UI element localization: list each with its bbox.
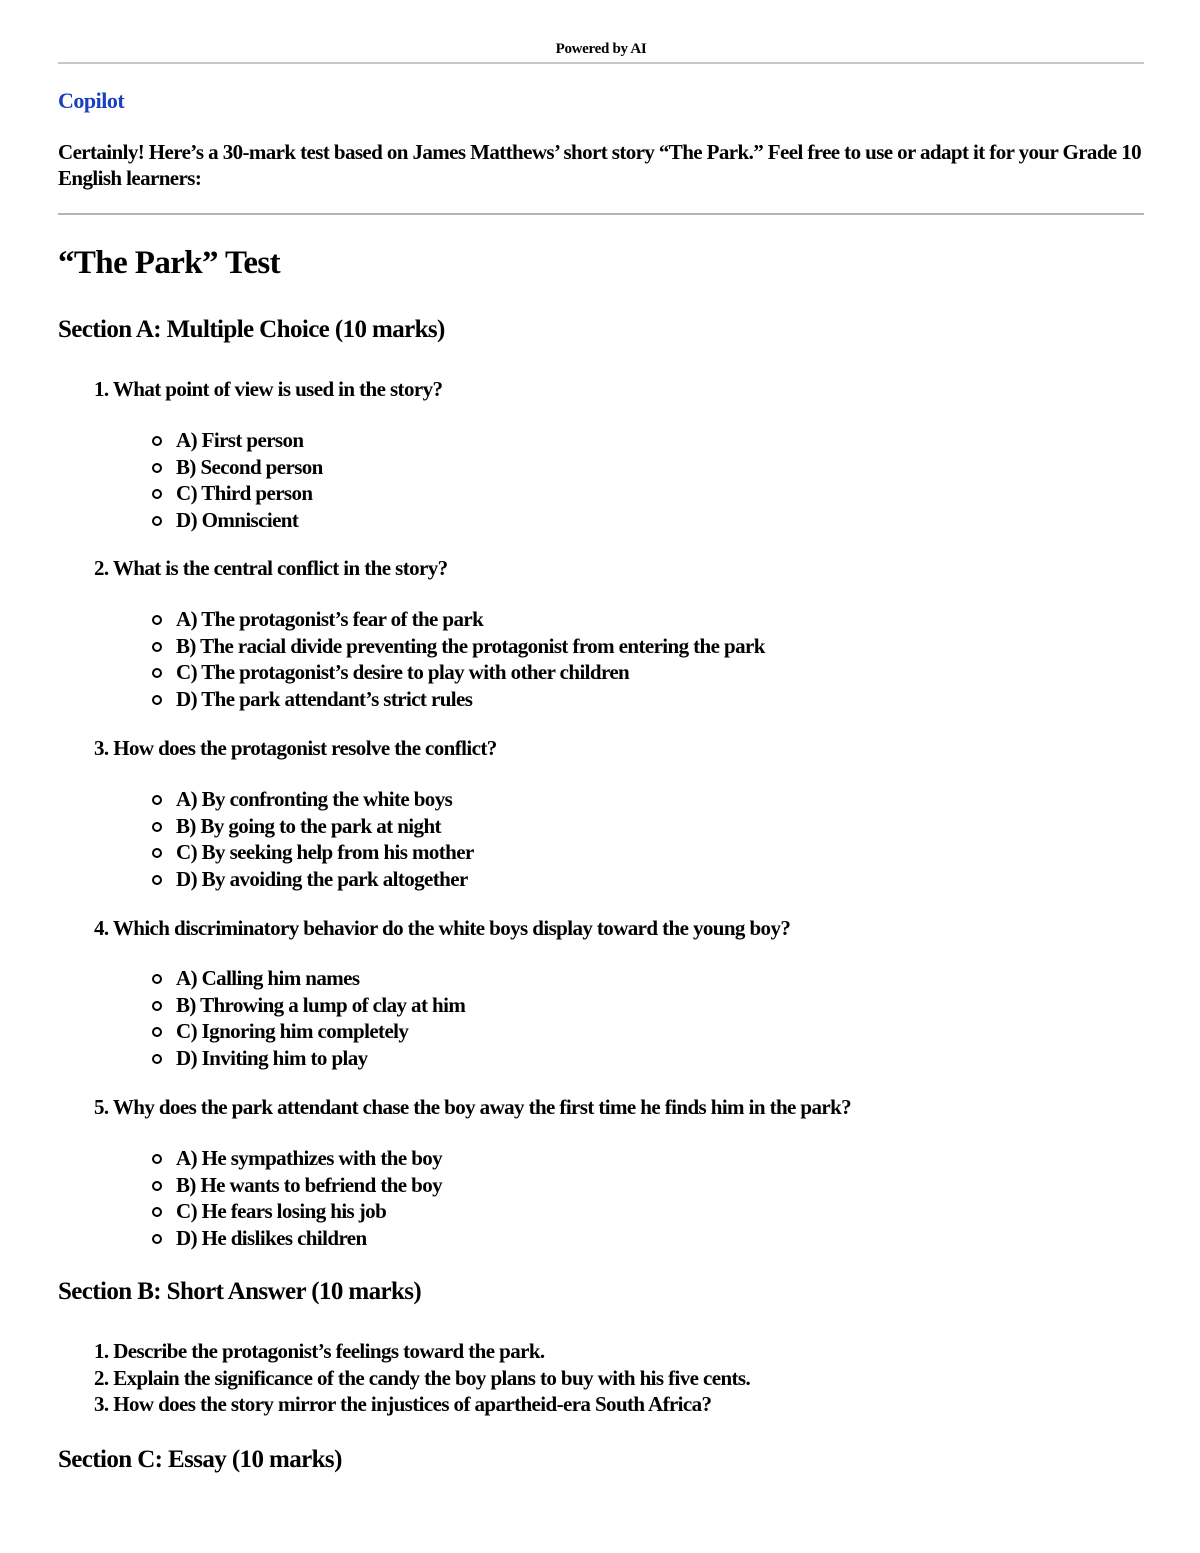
question-4 [94,916,790,941]
circle-bullet-icon [152,668,162,678]
test-title: “The Park” Test [58,245,281,281]
item-text: How does the story mirror the injustices of apartheid-era South Africa? [113,1392,712,1416]
circle-bullet-icon [152,848,162,858]
question-number: 1. [94,377,109,401]
option-text: D) Omniscient [176,507,299,532]
option-item [150,480,323,507]
option-item [150,606,765,633]
question-1 [94,377,442,402]
option-item [150,839,474,866]
option-item [150,659,765,686]
option-text: C) He fears losing his job [176,1199,387,1223]
circle-bullet-icon [152,1001,162,1011]
question-number: 4. [94,916,109,940]
option-text: D) He dislikes children [176,1225,367,1250]
option-text: A) Calling him names [176,966,360,990]
question-1-options [150,427,323,533]
circle-bullet-icon [152,615,162,625]
circle-bullet-icon [152,875,162,885]
speaker-name: Copilot [58,88,125,113]
option-text: C) By seeking help from his mother [176,840,474,864]
circle-bullet-icon [152,1181,162,1191]
option-item [150,786,474,813]
section-c-heading: Section C: Essay (10 marks) [58,1446,342,1473]
circle-bullet-icon [152,795,162,805]
question-text: What point of view is used in the story? [112,377,443,401]
circle-bullet-icon [152,463,162,473]
option-text: B) He wants to befriend the boy [176,1172,443,1197]
option-item [150,992,465,1019]
question-text: How does the protagonist resolve the conflict? [113,736,497,760]
circle-bullet-icon [152,974,162,984]
short-answer-item [94,1365,750,1392]
option-text: C) Ignoring him completely [176,1019,409,1043]
option-item [150,1198,442,1225]
option-item [150,686,765,713]
option-text: C) Third person [176,481,313,505]
option-item [150,633,765,660]
option-text: A) First person [176,428,304,452]
content-divider [58,213,1144,215]
option-item [150,1172,442,1199]
circle-bullet-icon [152,1154,162,1164]
circle-bullet-icon [152,1234,162,1244]
option-item [150,866,474,893]
option-text: A) He sympathizes with the boy [176,1146,443,1170]
option-text: D) Inviting him to play [176,1045,368,1070]
item-number: 3. [94,1392,109,1416]
option-item [150,1045,465,1072]
section-a-heading: Section A: Multiple Choice (10 marks) [58,316,445,343]
short-answer-list [94,1338,750,1418]
circle-bullet-icon [152,516,162,526]
circle-bullet-icon [152,436,162,446]
question-3-options [150,786,474,892]
question-2 [94,556,448,581]
circle-bullet-icon [152,642,162,652]
question-number: 3. [94,736,109,760]
question-5-options [150,1145,442,1251]
option-text: B) Throwing a lump of clay at him [176,992,466,1017]
question-number: 5. [94,1095,109,1119]
option-item [150,454,323,481]
option-item [150,1225,442,1252]
circle-bullet-icon [152,822,162,832]
question-2-options [150,606,765,712]
question-3 [94,736,497,761]
option-item [150,813,474,840]
option-text: B) By going to the park at night [176,813,441,838]
option-text: A) By confronting the white boys [176,787,453,811]
option-item [150,507,323,534]
question-text: Which discriminatory behavior do the white boys display toward the young boy? [112,916,791,940]
question-text: What is the central conflict in the story? [112,556,448,580]
option-text: B) The racial divide preventing the protagonist from entering the park [176,633,765,658]
circle-bullet-icon [152,1054,162,1064]
item-number: 1. [94,1339,109,1363]
item-text: Describe the protagonist’s feelings toward the park. [113,1339,545,1363]
circle-bullet-icon [152,1207,162,1217]
question-5 [94,1095,851,1120]
powered-by-header: Powered by AI [555,41,647,57]
circle-bullet-icon [152,489,162,499]
section-b-heading: Section B: Short Answer (10 marks) [58,1278,422,1305]
short-answer-item [94,1391,750,1418]
option-text: D) By avoiding the park altogether [176,866,468,891]
question-4-options [150,965,465,1071]
option-text: B) Second person [176,454,323,479]
option-text: C) The protagonist’s desire to play with other children [176,660,630,684]
intro-paragraph: Certainly! Here’s a 30-mark test based on James Matthews’ short story “The Park.” Feel free to use or adapt it for your Grade 10 English learners: [58,140,1142,190]
option-text: A) The protagonist’s fear of the park [176,607,484,631]
question-text: Why does the park attendant chase the boy away the first time he finds him in the park? [112,1095,852,1119]
circle-bullet-icon [152,1027,162,1037]
option-text: D) The park attendant’s strict rules [176,686,473,711]
option-item [150,1018,465,1045]
short-answer-item [94,1338,750,1365]
item-number: 2. [94,1365,109,1390]
question-number: 2. [94,556,109,580]
option-item [150,965,465,992]
option-item [150,1145,442,1172]
item-text: Explain the significance of the candy the boy plans to buy with his five cents. [113,1365,751,1390]
option-item [150,427,323,454]
circle-bullet-icon [152,695,162,705]
header-divider [58,62,1144,64]
